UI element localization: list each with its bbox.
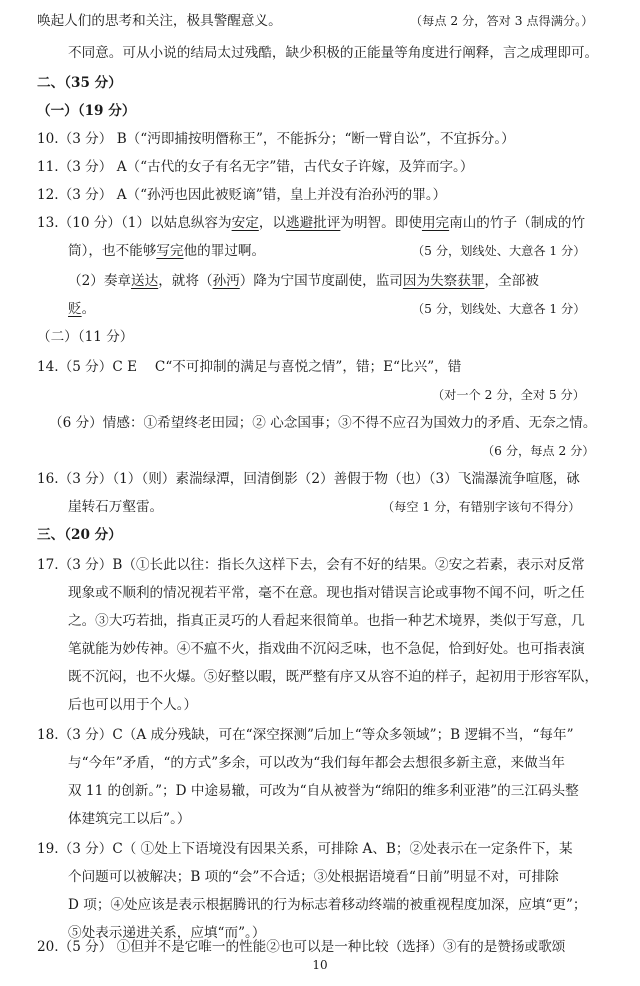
underlined-key: 用完	[421, 215, 450, 231]
answer-text: 双 11 的创新。”；D 中途易辙，可改为“自从被誉为“绵阳的维多利亚港”的三江码头整	[68, 783, 579, 799]
scoring-note: （每空 1 分，有错别字该句不得分）	[382, 500, 581, 514]
subsection-heading	[0, 98, 640, 124]
answer-text: 11.（3 分） A（“古代的女子有名无字”错，古代女子许嫁，及笄而字。）	[37, 159, 474, 175]
question-18-cont	[0, 778, 640, 804]
scoring-note: （6 分，每点 2 分）	[482, 444, 595, 458]
question-17-cont	[0, 636, 640, 662]
answer-inline	[68, 238, 265, 264]
answer-text: 为明智。即使	[340, 215, 422, 231]
subsection-heading	[0, 324, 640, 350]
subsection-title: （二）（11 分）	[37, 329, 134, 345]
underlined-key: 安定	[231, 215, 259, 231]
answer-text: 体建筑完工以后”。）	[68, 811, 191, 827]
underlined-key: 孙沔	[212, 273, 240, 289]
section-heading	[0, 70, 640, 96]
answer-text: 之。③大巧若拙，指真正灵巧的人看起来很简单。也指一种艺术境界，类似于写意，几	[68, 613, 585, 629]
question-12	[0, 182, 640, 208]
answer-text: 与“今年”矛盾，“的方式”多余，可以改为“我们每年都会去想很多新主意，来做当年	[68, 755, 565, 771]
answer-text: 不同意。可从小说的结局太过残酷，缺少积极的正能量等角度进行阐释，言之成理即可。	[68, 45, 599, 61]
scoring-note: （5 分，划线处、大意各 1 分）	[412, 244, 586, 258]
answer-text: 既不沉闷，也不火爆。⑤好整以暇，既严整有序又从容不迫的样子，起初用于形容军队，	[68, 669, 599, 685]
answer-text: 20.（5 分） ①但并不是它唯一的性能②也可以是一种比较（选择）③有的是赞扬或歌颂	[37, 939, 566, 955]
question-19-cont	[0, 892, 640, 918]
section-heading	[0, 522, 640, 548]
answer-text: 现象或不顺利的情况视若平常，毫不在意。现也指对错误言论或事物不闻不问，听之任	[68, 585, 585, 601]
question-13-line-3	[0, 268, 640, 294]
answer-text: 10.（3 分） B（“沔即捕按明僭称王”，不能拆分；“断一臂自讼”，不宜拆分。）	[37, 131, 515, 147]
answer-text: （6 分）情感：①希望终老田园；② 心念国事；③不得不应召为国效力的矛盾、无奈之情。	[49, 415, 597, 431]
subsection-title: （一）（19 分）	[37, 103, 136, 119]
question-17-cont	[0, 692, 640, 718]
answer-text: 17.（3 分）B（①长此以往：指长久这样下去，会有不好的结果。②安之若素，表示对反常	[37, 557, 585, 573]
answer-line	[0, 8, 640, 34]
question-19	[0, 836, 640, 862]
answer-text: 他的罪过啊。	[183, 243, 266, 259]
underlined-key: 贬	[68, 301, 82, 317]
answer-text: 19.（3 分）C（ ①处上下语境没有因果关系，可排除 A、B；②处表示在一定条件下，某	[37, 841, 573, 857]
question-11	[0, 154, 640, 180]
answer-text: 13.（10 分）（1）以姑息纵容为	[37, 215, 232, 231]
question-15	[0, 410, 640, 436]
answer-line	[0, 40, 640, 66]
underlined-key: 因为失察获罪	[402, 273, 485, 289]
answer-text: 16.（3 分）（1）（则）素湍绿潭，回清倒影（2）善假于物（也）（3）飞湍瀑流争喧豗，砯	[37, 471, 581, 487]
page-number: 10	[312, 958, 328, 972]
answer-inline	[37, 210, 585, 236]
question-13-line-1	[0, 210, 640, 236]
question-15-note	[0, 438, 640, 464]
answer-text: ，就将（	[158, 273, 213, 289]
question-17	[0, 552, 640, 578]
scoring-note: （5 分，划线处、大意各 1 分）	[412, 302, 586, 316]
question-17-cont	[0, 664, 640, 690]
answer-text: 。	[81, 301, 96, 317]
answer-text: D 项；④处应该是表示根据腾讯的行为标志着移动终端的被重视程度加深，应填“更”；	[68, 897, 587, 913]
answer-text: 南山的竹子（制成的竹	[449, 215, 586, 231]
answer-text: 14.（5 分）C E C“不可抑制的满足与喜悦之情”，错；E“比兴”，错	[37, 359, 462, 375]
question-18-cont	[0, 806, 640, 832]
scoring-note: （每点 2 分，答对 3 点得满分。）	[410, 14, 594, 28]
underlined-key: 写完	[156, 243, 184, 259]
question-10	[0, 126, 640, 152]
answer-text: 18.（3 分）C（A 成分残缺，可在“深空探测”后加上“等众多领域”；B 逻辑不当，“每年”	[37, 727, 574, 743]
question-16-cont	[0, 494, 640, 520]
answer-inline	[68, 268, 539, 294]
section-title: 三、（20 分）	[37, 527, 122, 543]
underlined-key: 送达	[131, 273, 159, 289]
answer-inline	[68, 296, 95, 322]
underlined-key: 逃避批评	[286, 215, 341, 231]
question-14	[0, 354, 640, 380]
question-14-note	[0, 382, 640, 408]
answer-text: 后也可以用于个人。）	[68, 697, 198, 713]
answer-text: ，以	[258, 215, 286, 231]
question-19-cont	[0, 864, 640, 890]
answer-text: 筒），也不能够	[68, 243, 157, 259]
answer-text: ）降为宁国节度副使，监司	[239, 273, 403, 289]
answer-text: 唤起人们的思考和关注，极具警醒意义。	[37, 13, 282, 29]
answer-text: 崖转石万壑雷。	[68, 499, 164, 515]
question-17-cont	[0, 580, 640, 606]
answer-text: ，全部被	[484, 273, 539, 289]
scoring-note: （对一个 2 分，全对 5 分）	[432, 388, 585, 402]
question-20	[0, 936, 640, 958]
question-16	[0, 466, 640, 492]
answer-text: ⑤处表示递进关系，应填“而”。）	[68, 925, 266, 941]
answer-text: 个问题可以被解决；B 项的“会”不合适；③处根据语境看“日前”明显不对，可排除	[68, 869, 559, 885]
question-18	[0, 722, 640, 748]
answer-text: 12.（3 分） A（“孙沔也因此被贬谪”错，皇上并没有治孙沔的罪。）	[37, 187, 447, 203]
answer-text: 笔就能为妙传神。④不瘟不火，指戏曲不沉闷乏味，也不急促，恰到好处。也可指表演	[68, 641, 585, 657]
answer-text: （2）奏章	[68, 273, 132, 289]
section-title: 二、（35 分）	[37, 75, 122, 91]
question-13-line-2	[0, 238, 640, 264]
question-13-line-4	[0, 296, 640, 322]
question-17-cont	[0, 608, 640, 634]
question-18-cont	[0, 750, 640, 776]
